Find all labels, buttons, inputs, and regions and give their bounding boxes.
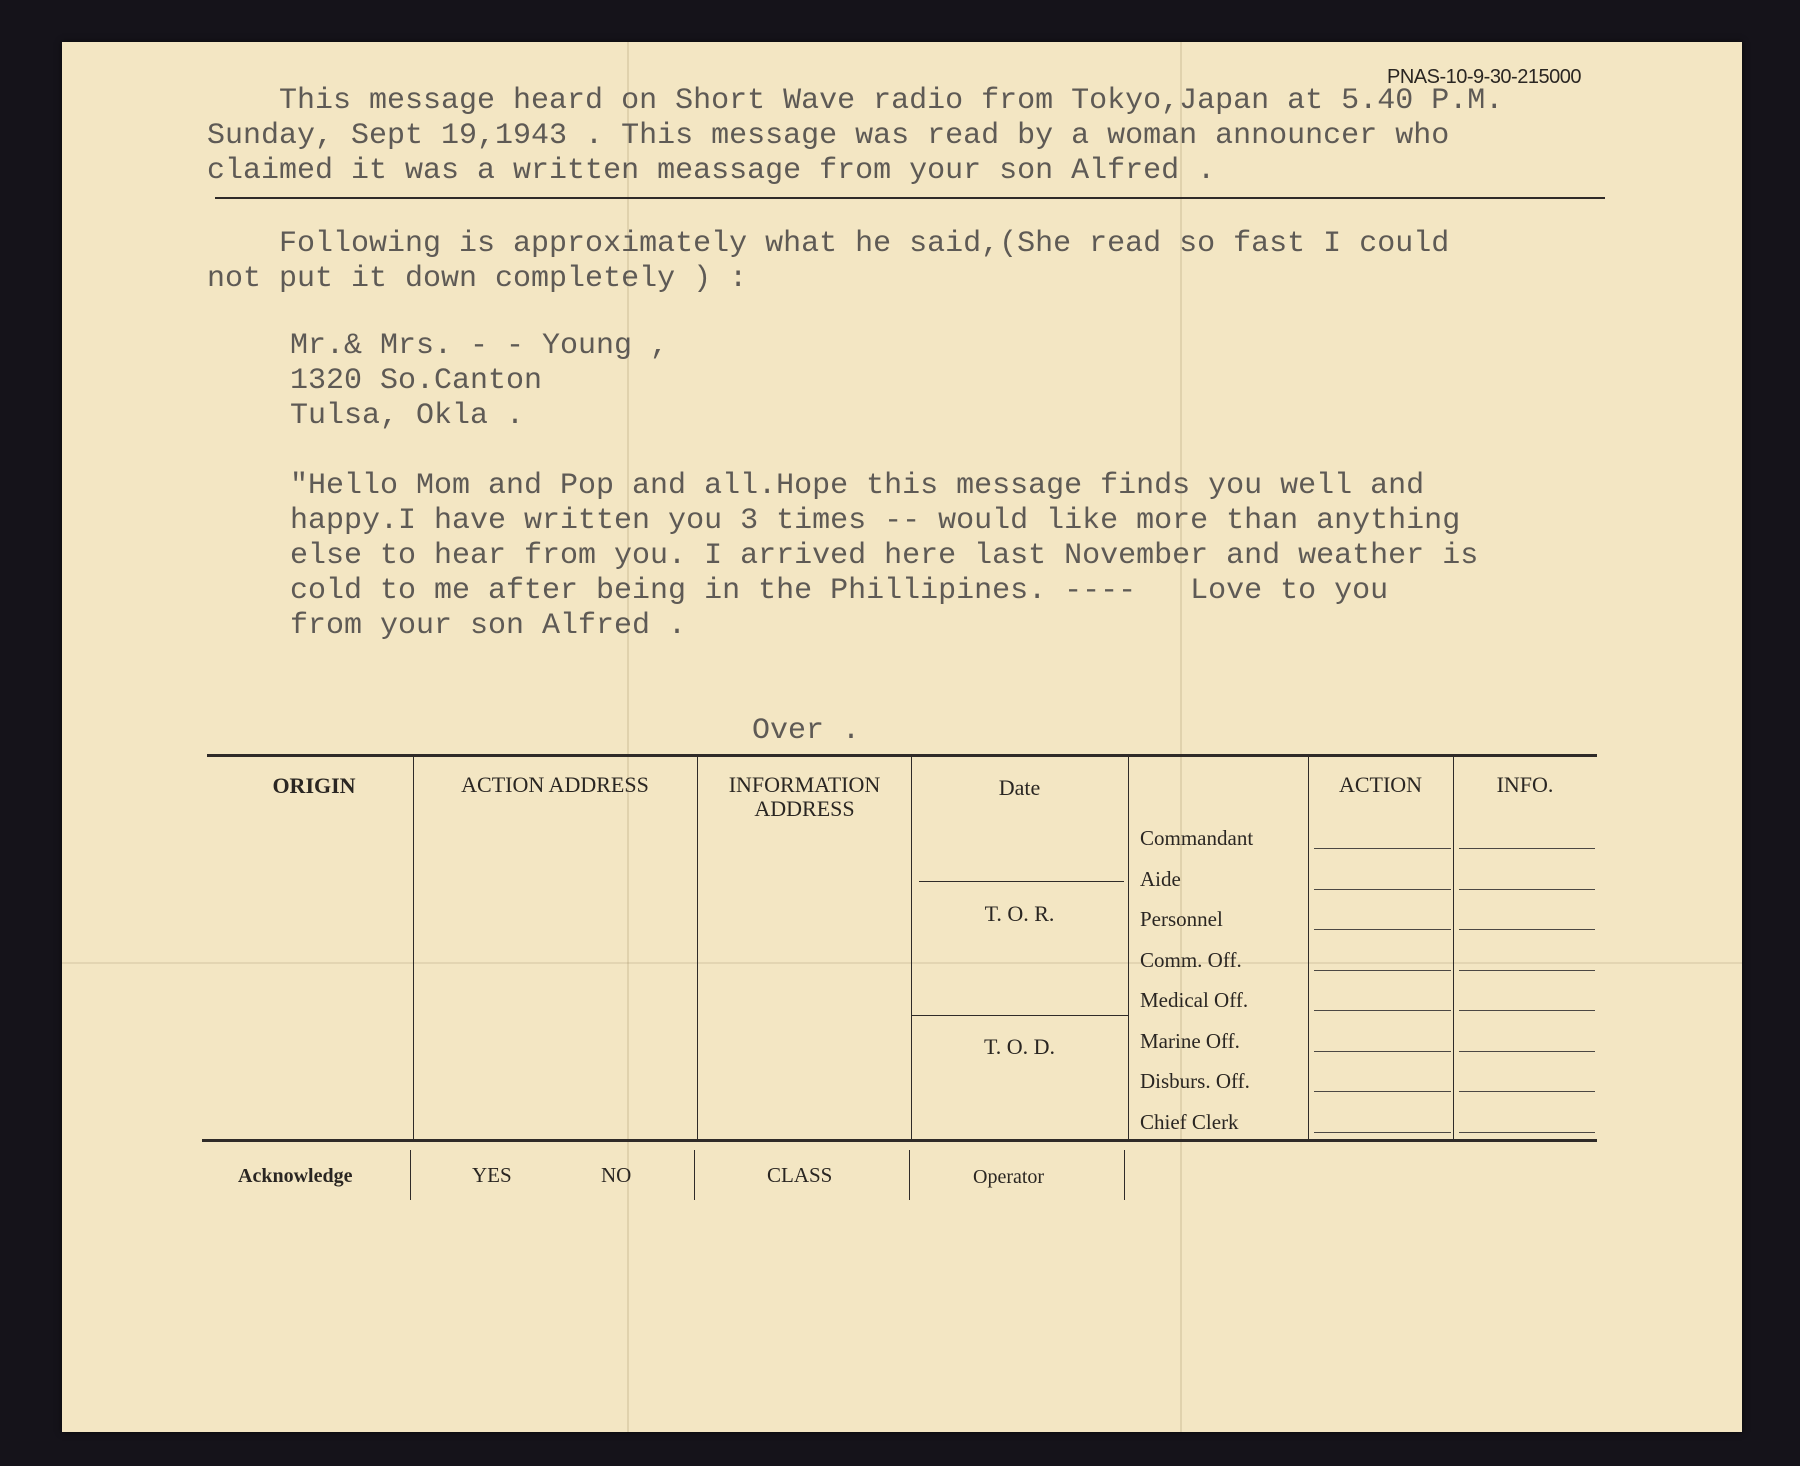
operator-label: Operator [973, 1166, 1045, 1188]
routing-aide: Aide [1140, 867, 1181, 891]
message-line: from your son Alfred . [290, 609, 687, 643]
message-line: cold to me after being in the Phillipines. ---- Love to you [290, 574, 1389, 608]
fold-line [62, 962, 1742, 964]
routing-chief-clerk: Chief Clerk [1140, 1110, 1239, 1134]
routing-personnel: Personnel [1140, 907, 1223, 931]
column-divider [413, 757, 414, 1139]
info-blank [1459, 970, 1595, 971]
action-header: ACTION [1338, 772, 1423, 797]
message-line: "Hello Mom and Pop and all.Hope this message finds you well and [290, 469, 1425, 503]
intro-line: This message heard on Short Wave radio from Tokyo,Japan at 5.40 P.M. [207, 84, 1504, 118]
table-top-rule [207, 754, 1597, 757]
intro-line: claimed it was a written meassage from your son Alfred . [207, 154, 1216, 188]
routing-commandant: Commandant [1140, 826, 1254, 850]
column-divider [697, 757, 698, 1139]
yes-label: YES [472, 1163, 512, 1187]
form-number: PNAS-10-9-30-215000 [1387, 66, 1581, 88]
action-blank [1314, 1132, 1451, 1133]
address-line: 1320 So.Canton [290, 364, 543, 398]
date-divider [911, 1015, 1128, 1016]
date-header: Date [998, 775, 1041, 800]
origin-header: ORIGIN [272, 773, 356, 798]
footer-divider [694, 1150, 695, 1200]
info-blank [1459, 1010, 1595, 1011]
info-blank [1459, 929, 1595, 930]
column-divider [911, 757, 912, 1139]
routing-disburs-off: Disburs. Off. [1140, 1069, 1250, 1093]
address-line: Mr.& Mrs. - - Young , [290, 329, 669, 363]
following-line: not put it down completely ) : [207, 262, 748, 296]
routing-comm-off: Comm. Off. [1140, 948, 1242, 972]
column-divider [1453, 757, 1454, 1139]
info-blank [1459, 1091, 1595, 1092]
action-blank [1314, 929, 1451, 930]
action-blank [1314, 1091, 1451, 1092]
info-header: INFO. [1496, 772, 1554, 797]
message-form-page [62, 42, 1742, 1432]
message-line: else to hear from you. I arrived here last November and weather is [290, 539, 1479, 573]
info-blank [1459, 1051, 1595, 1052]
action-blank [1314, 848, 1451, 849]
footer-divider [1124, 1150, 1125, 1200]
intro-line: Sunday, Sept 19,1943 . This message was read by a woman announcer who [207, 119, 1450, 153]
action-blank [1314, 1051, 1451, 1052]
action-blank [1314, 889, 1451, 890]
following-line: Following is approximately what he said,(She read so fast I could [207, 227, 1450, 261]
table-bottom-rule [202, 1139, 1597, 1142]
info-blank [1459, 889, 1595, 890]
separator-rule [215, 197, 1605, 199]
footer-divider [410, 1150, 411, 1200]
information-address-header: INFORMATION ADDRESS [728, 772, 881, 821]
tod-label: T. O. D. [983, 1034, 1056, 1059]
date-divider [919, 881, 1124, 882]
routing-marine-off: Marine Off. [1140, 1029, 1240, 1053]
tor-label: T. O. R. [984, 901, 1055, 926]
column-divider [1308, 757, 1309, 1139]
over-note: Over . [752, 714, 861, 748]
message-line: happy.I have written you 3 times -- would like more than anything [290, 504, 1461, 538]
address-line: Tulsa, Okla . [290, 399, 525, 433]
acknowledge-label: Acknowledge [238, 1165, 353, 1187]
footer-divider [909, 1150, 910, 1200]
class-label: CLASS [767, 1163, 833, 1187]
action-blank [1314, 1010, 1451, 1011]
action-address-header: ACTION ADDRESS [461, 772, 649, 797]
routing-medical-off: Medical Off. [1140, 988, 1249, 1012]
no-label: NO [601, 1163, 632, 1187]
column-divider [1128, 757, 1129, 1139]
action-blank [1314, 970, 1451, 971]
info-blank [1459, 848, 1595, 849]
info-blank [1459, 1132, 1595, 1133]
